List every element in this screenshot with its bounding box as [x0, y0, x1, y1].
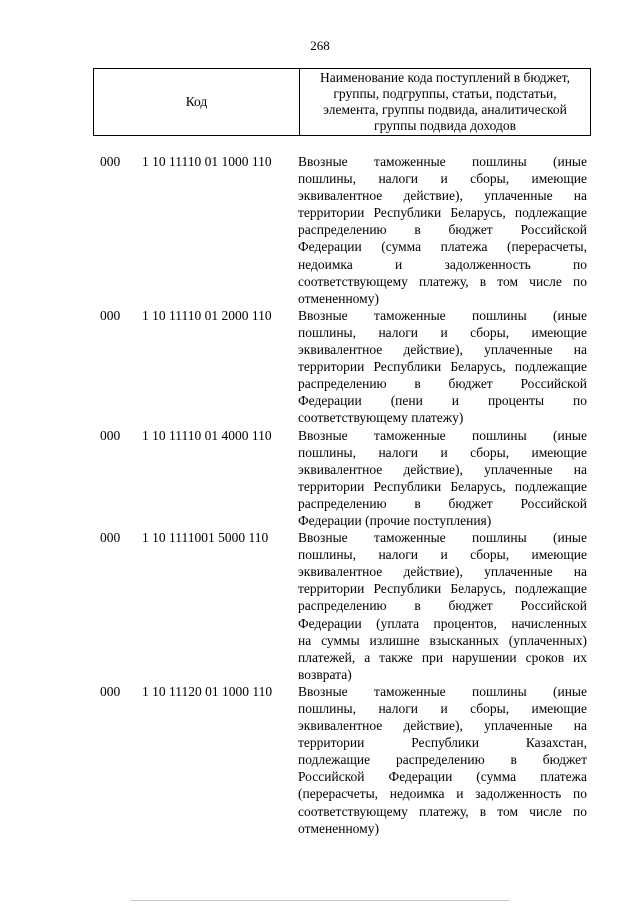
- description-line: территории Республики Беларусь, подлежащие: [298, 205, 587, 221]
- revenue-code: 1 10 1111001 5000 110: [142, 530, 269, 546]
- description-line: распределению в бюджет Российской: [298, 598, 587, 614]
- description-line: Ввозные таможенные пошлины (иные: [298, 530, 587, 546]
- revenue-code: 1 10 11110 01 2000 110: [142, 307, 272, 323]
- description-line: Ввозные таможенные пошлины (иные: [298, 307, 587, 323]
- admin-code: 000: [100, 683, 121, 699]
- description-line: отмененному): [298, 290, 379, 306]
- description-line: пошлины, налоги и сборы, имеющие: [298, 547, 587, 563]
- description-line: пошлины, налоги и сборы, имеющие: [298, 324, 587, 340]
- description-line: территории Республики Беларусь, подлежащие: [298, 359, 587, 375]
- description-line: Федерации (уплата процентов, начисленных: [298, 615, 587, 631]
- description-line: недоимка и задолженность по: [298, 256, 587, 272]
- revenue-description: [298, 427, 587, 530]
- table-row: [100, 529, 590, 683]
- description-line: территории Республики Беларусь, подлежащие: [298, 581, 587, 597]
- description-line: территории Республики Казахстан,: [298, 735, 587, 751]
- description-line: Федерации (прочие поступления): [298, 512, 492, 528]
- description-line: Ввозные таможенные пошлины (иные: [298, 427, 587, 443]
- description-line: пошлины, налоги и сборы, имеющие: [298, 444, 587, 460]
- description-line: Федерации (пени и проценты по: [298, 393, 587, 409]
- revenue-code: 1 10 11110 01 4000 110: [142, 427, 272, 443]
- description-line: соответствующему платежу, в том числе по: [298, 273, 587, 289]
- revenue-description: [298, 529, 587, 683]
- table-row: [100, 153, 590, 307]
- description-line: подлежащие распределению в бюджет: [298, 752, 587, 768]
- description-line: эквивалентное действие), уплаченные на: [298, 564, 587, 580]
- description-line: Федерации (сумма платежа (перерасчеты,: [298, 239, 587, 255]
- admin-code: 000: [100, 307, 121, 323]
- description-line: возврата): [298, 666, 352, 682]
- header-code-cell: Код: [94, 69, 300, 136]
- description-line: эквивалентное действие), уплаченные на: [298, 342, 587, 358]
- description-line: распределению в бюджет Российской: [298, 222, 587, 238]
- description-line: (перерасчеты, недоимка и задолженность по: [298, 786, 587, 802]
- page-number: 268: [310, 38, 330, 53]
- description-line: распределению в бюджет Российской: [298, 376, 587, 392]
- description-line: эквивалентное действие), уплаченные на: [298, 461, 587, 477]
- description-line: Ввозные таможенные пошлины (иные: [298, 683, 587, 699]
- table-row: [100, 683, 590, 837]
- description-line: пошлины, налоги и сборы, имеющие: [298, 701, 587, 716]
- admin-code: 000: [100, 427, 121, 443]
- revenue-code: 1 10 11120 01 1000 110: [142, 683, 273, 699]
- revenue-description: [298, 153, 587, 307]
- admin-code: 000: [100, 154, 121, 169]
- description-line: Ввозные таможенные пошлины (иные: [298, 154, 587, 169]
- description-line: пошлины, налоги и сборы, имеющие: [298, 171, 587, 187]
- table-row: [100, 427, 590, 530]
- description-line: территории Республики Беларусь, подлежащие: [298, 478, 587, 494]
- revenue-code: 1 10 11110 01 1000 110: [142, 154, 272, 169]
- description-line: на суммы излишне взысканных (уплаченных): [298, 632, 587, 648]
- description-line: распределению в бюджет Российской: [298, 495, 587, 511]
- description-line: платежей, а также при нарушении сроков их: [298, 649, 587, 665]
- description-line: соответствующему платежу): [298, 410, 464, 426]
- description-line: соответствующему платежу, в том числе по: [298, 803, 587, 819]
- revenue-description: [298, 683, 587, 837]
- code-rows: [100, 153, 590, 837]
- scan-edge-line: [130, 900, 510, 901]
- admin-code: 000: [100, 530, 121, 546]
- description-line: Российской Федерации (сумма платежа: [298, 769, 587, 785]
- description-line: отмененному): [298, 820, 379, 836]
- description-line: эквивалентное действие), уплаченные на: [298, 718, 587, 734]
- header-row: [94, 69, 591, 136]
- header-table: [93, 68, 591, 136]
- table-row: [100, 307, 590, 427]
- description-line: эквивалентное действие), уплаченные на: [298, 188, 587, 204]
- header-name-cell: Наименование кода поступлений в бюджет, группы, подгруппы, статьи, подстатьи, элемента, группы подвида, аналитической группы подвида доходов: [300, 69, 591, 136]
- revenue-description: [298, 307, 587, 427]
